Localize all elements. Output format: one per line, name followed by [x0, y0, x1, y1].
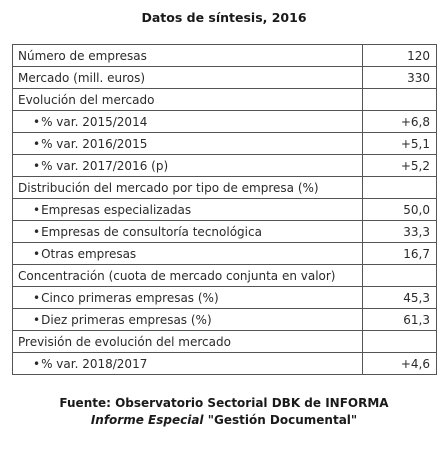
bullet-icon: • — [33, 224, 41, 239]
source-report-type: Informe Especial — [90, 413, 204, 427]
row-label: % var. 2017/2016 (p) — [41, 158, 169, 173]
bullet-icon: • — [33, 136, 41, 151]
table-row — [13, 265, 437, 287]
row-label: Otras empresas — [41, 246, 137, 261]
table-row — [13, 155, 437, 177]
section-label: Evolución del mercado — [13, 89, 363, 111]
bullet-icon: • — [33, 356, 41, 371]
row-label: Cinco primeras empresas (%) — [41, 290, 219, 305]
source-line: Fuente: Observatorio Sectorial DBK de INFORMA — [59, 396, 389, 410]
section-label: Concentración (cuota de mercado conjunta en valor) — [13, 265, 363, 287]
table-row — [13, 177, 437, 199]
row-label: % var. 2016/2015 — [41, 136, 148, 151]
row-value — [363, 89, 437, 111]
row-value: 33,3 — [363, 221, 437, 243]
bullet-icon: • — [33, 246, 41, 261]
row-value: 330 — [363, 67, 437, 89]
table-row — [13, 199, 437, 221]
table-row — [13, 243, 437, 265]
row-label: Empresas de consultoría tecnológica — [41, 224, 262, 239]
row-value: +5,2 — [363, 155, 437, 177]
table-row — [13, 221, 437, 243]
row-label: Mercado (mill. euros) — [13, 67, 363, 89]
row-value: +5,1 — [363, 133, 437, 155]
bullet-icon: • — [33, 114, 41, 129]
section-label: Distribución del mercado por tipo de empresa (%) — [13, 177, 363, 199]
table-row — [13, 111, 437, 133]
table-row — [13, 45, 437, 67]
source-report-title: "Gestión Documental" — [203, 413, 358, 427]
row-value: +6,8 — [363, 111, 437, 133]
source-report-line — [0, 413, 448, 427]
row-label: Número de empresas — [13, 45, 363, 67]
row-value: 50,0 — [363, 199, 437, 221]
row-label: % var. 2015/2014 — [41, 114, 148, 129]
row-value: 120 — [363, 45, 437, 67]
row-value: 45,3 — [363, 287, 437, 309]
table-row — [13, 67, 437, 89]
section-label: Previsión de evolución del mercado — [13, 331, 363, 353]
table-row — [13, 309, 437, 331]
page-title: Datos de síntesis, 2016 — [141, 10, 307, 25]
table-row — [13, 133, 437, 155]
bullet-icon: • — [33, 312, 41, 327]
row-label: % var. 2018/2017 — [41, 356, 148, 371]
row-label: Diez primeras empresas (%) — [41, 312, 212, 327]
table-row — [13, 353, 437, 375]
row-label: Empresas especializadas — [41, 202, 192, 217]
row-value: +4,6 — [363, 353, 437, 375]
bullet-icon: • — [33, 202, 41, 217]
row-value: 16,7 — [363, 243, 437, 265]
row-value — [363, 331, 437, 353]
bullet-icon: • — [33, 290, 41, 305]
bullet-icon: • — [33, 158, 41, 173]
row-value — [363, 177, 437, 199]
table-row — [13, 287, 437, 309]
table-row — [13, 331, 437, 353]
row-value — [363, 265, 437, 287]
synthesis-table — [12, 44, 437, 375]
row-value: 61,3 — [363, 309, 437, 331]
table-row — [13, 89, 437, 111]
